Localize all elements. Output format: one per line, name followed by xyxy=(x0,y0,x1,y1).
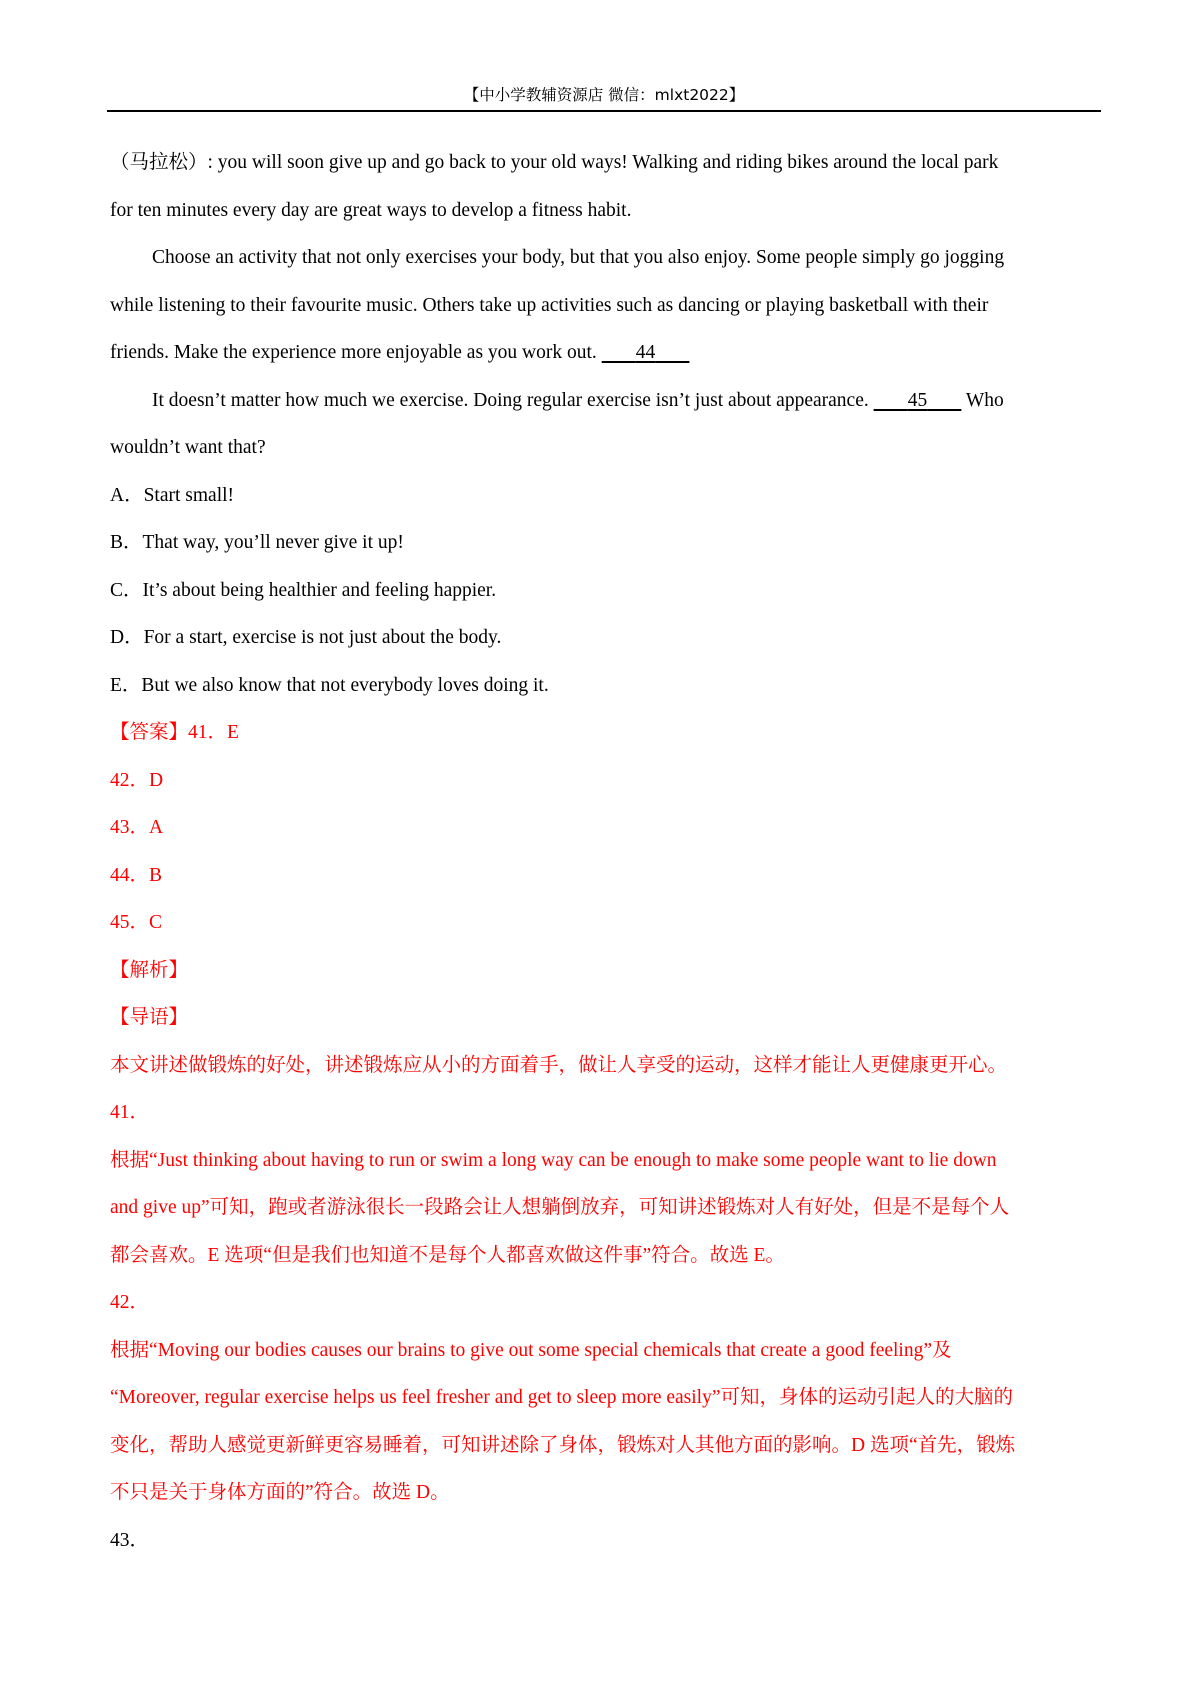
analysis-label: 【解析】 xyxy=(110,959,189,981)
q41-explanation-line: 都会喜欢。E 选项“但是我们也知道不是每个人都喜欢做这件事”符合。故选 E。 xyxy=(110,1244,785,1266)
answer-item: 44．B xyxy=(110,864,163,886)
option-c: C．It’s about being healthier and feeling happier. xyxy=(110,579,497,601)
document-body xyxy=(110,148,1100,1573)
passage-text: It doesn’t matter how much we exercise. Doing regular exercise isn’t just about appearance. xyxy=(152,389,874,411)
intro-label: 【导语】 xyxy=(110,1007,189,1028)
answer-item: 43．A xyxy=(110,817,164,838)
option-b: B．That way, you’ll never give it up! xyxy=(110,532,404,553)
q41-explanation-line: and give up”可知，跑或者游泳很长一段路会让人想躺倒放弃，可知讲述锻炼对人有好处，但是不是每个人 xyxy=(110,1197,1010,1218)
passage-line xyxy=(110,386,1100,434)
page-header: 【中小学教辅资源店 微信：mlxt2022】 xyxy=(463,86,745,104)
passage-line: for ten minutes every day are great ways to develop a fitness habit. xyxy=(110,199,632,221)
passage-line: （马拉松）: you will soon give up and go back to your old ways! Walking and riding bikes around the local park xyxy=(110,152,999,173)
q41-number: 41． xyxy=(110,1102,150,1123)
passage-line: Choose an activity that not only exercises your body, but that you also enjoy. Some people simply go jogging xyxy=(152,247,1005,268)
blank-44 xyxy=(602,342,690,363)
option-d: D．For a start, exercise is not just about the body. xyxy=(110,627,502,648)
blank-number: 45 xyxy=(907,389,928,411)
answer-item: 42．D xyxy=(110,769,164,791)
answer-item: 45．C xyxy=(110,912,163,933)
option-a: A．Start small! xyxy=(110,484,235,506)
passage-text: friends. Make the experience more enjoyable as you work out. xyxy=(110,342,602,363)
q42-number: 42． xyxy=(110,1292,150,1313)
intro-text: 本文讲述做锻炼的好处，讲述锻炼应从小的方面着手，做让人享受的运动，这样才能让人更健康更开心。 xyxy=(110,1054,1008,1076)
q41-explanation-line: 根据“Just thinking about having to run or swim a long way can be enough to make some people want to lie down xyxy=(110,1149,997,1171)
header-divider xyxy=(107,110,1101,112)
option-e: E．But we also know that not everybody loves doing it. xyxy=(110,674,549,696)
blank-number: 44 xyxy=(635,342,656,363)
passage-text: Who xyxy=(961,389,1004,411)
blank-45 xyxy=(874,390,962,411)
q42-explanation-line: 根据“Moving our bodies causes our brains to give out some special chemicals that create a good feeling”及 xyxy=(110,1339,952,1361)
q42-explanation-line: 不只是关于身体方面的”符合。故选 D。 xyxy=(110,1482,450,1503)
q42-explanation-line: “Moreover, regular exercise helps us feel fresher and get to sleep more easily”可知，身体的运动引起人的大脑的 xyxy=(110,1387,1013,1408)
passage-line xyxy=(110,338,1100,386)
answer-label: 【答案】41．E xyxy=(110,722,239,743)
passage-line: while listening to their favourite music. Others take up activities such as dancing or playing basketball with their xyxy=(110,294,989,316)
passage-line: wouldn’t want that? xyxy=(110,437,266,458)
q42-explanation-line: 变化，帮助人感觉更新鲜更容易睡着，可知讲述除了身体，锻炼对人其他方面的影响。D 选项“首先，锻炼 xyxy=(110,1434,1016,1456)
q43-number: 43． xyxy=(110,1529,150,1551)
